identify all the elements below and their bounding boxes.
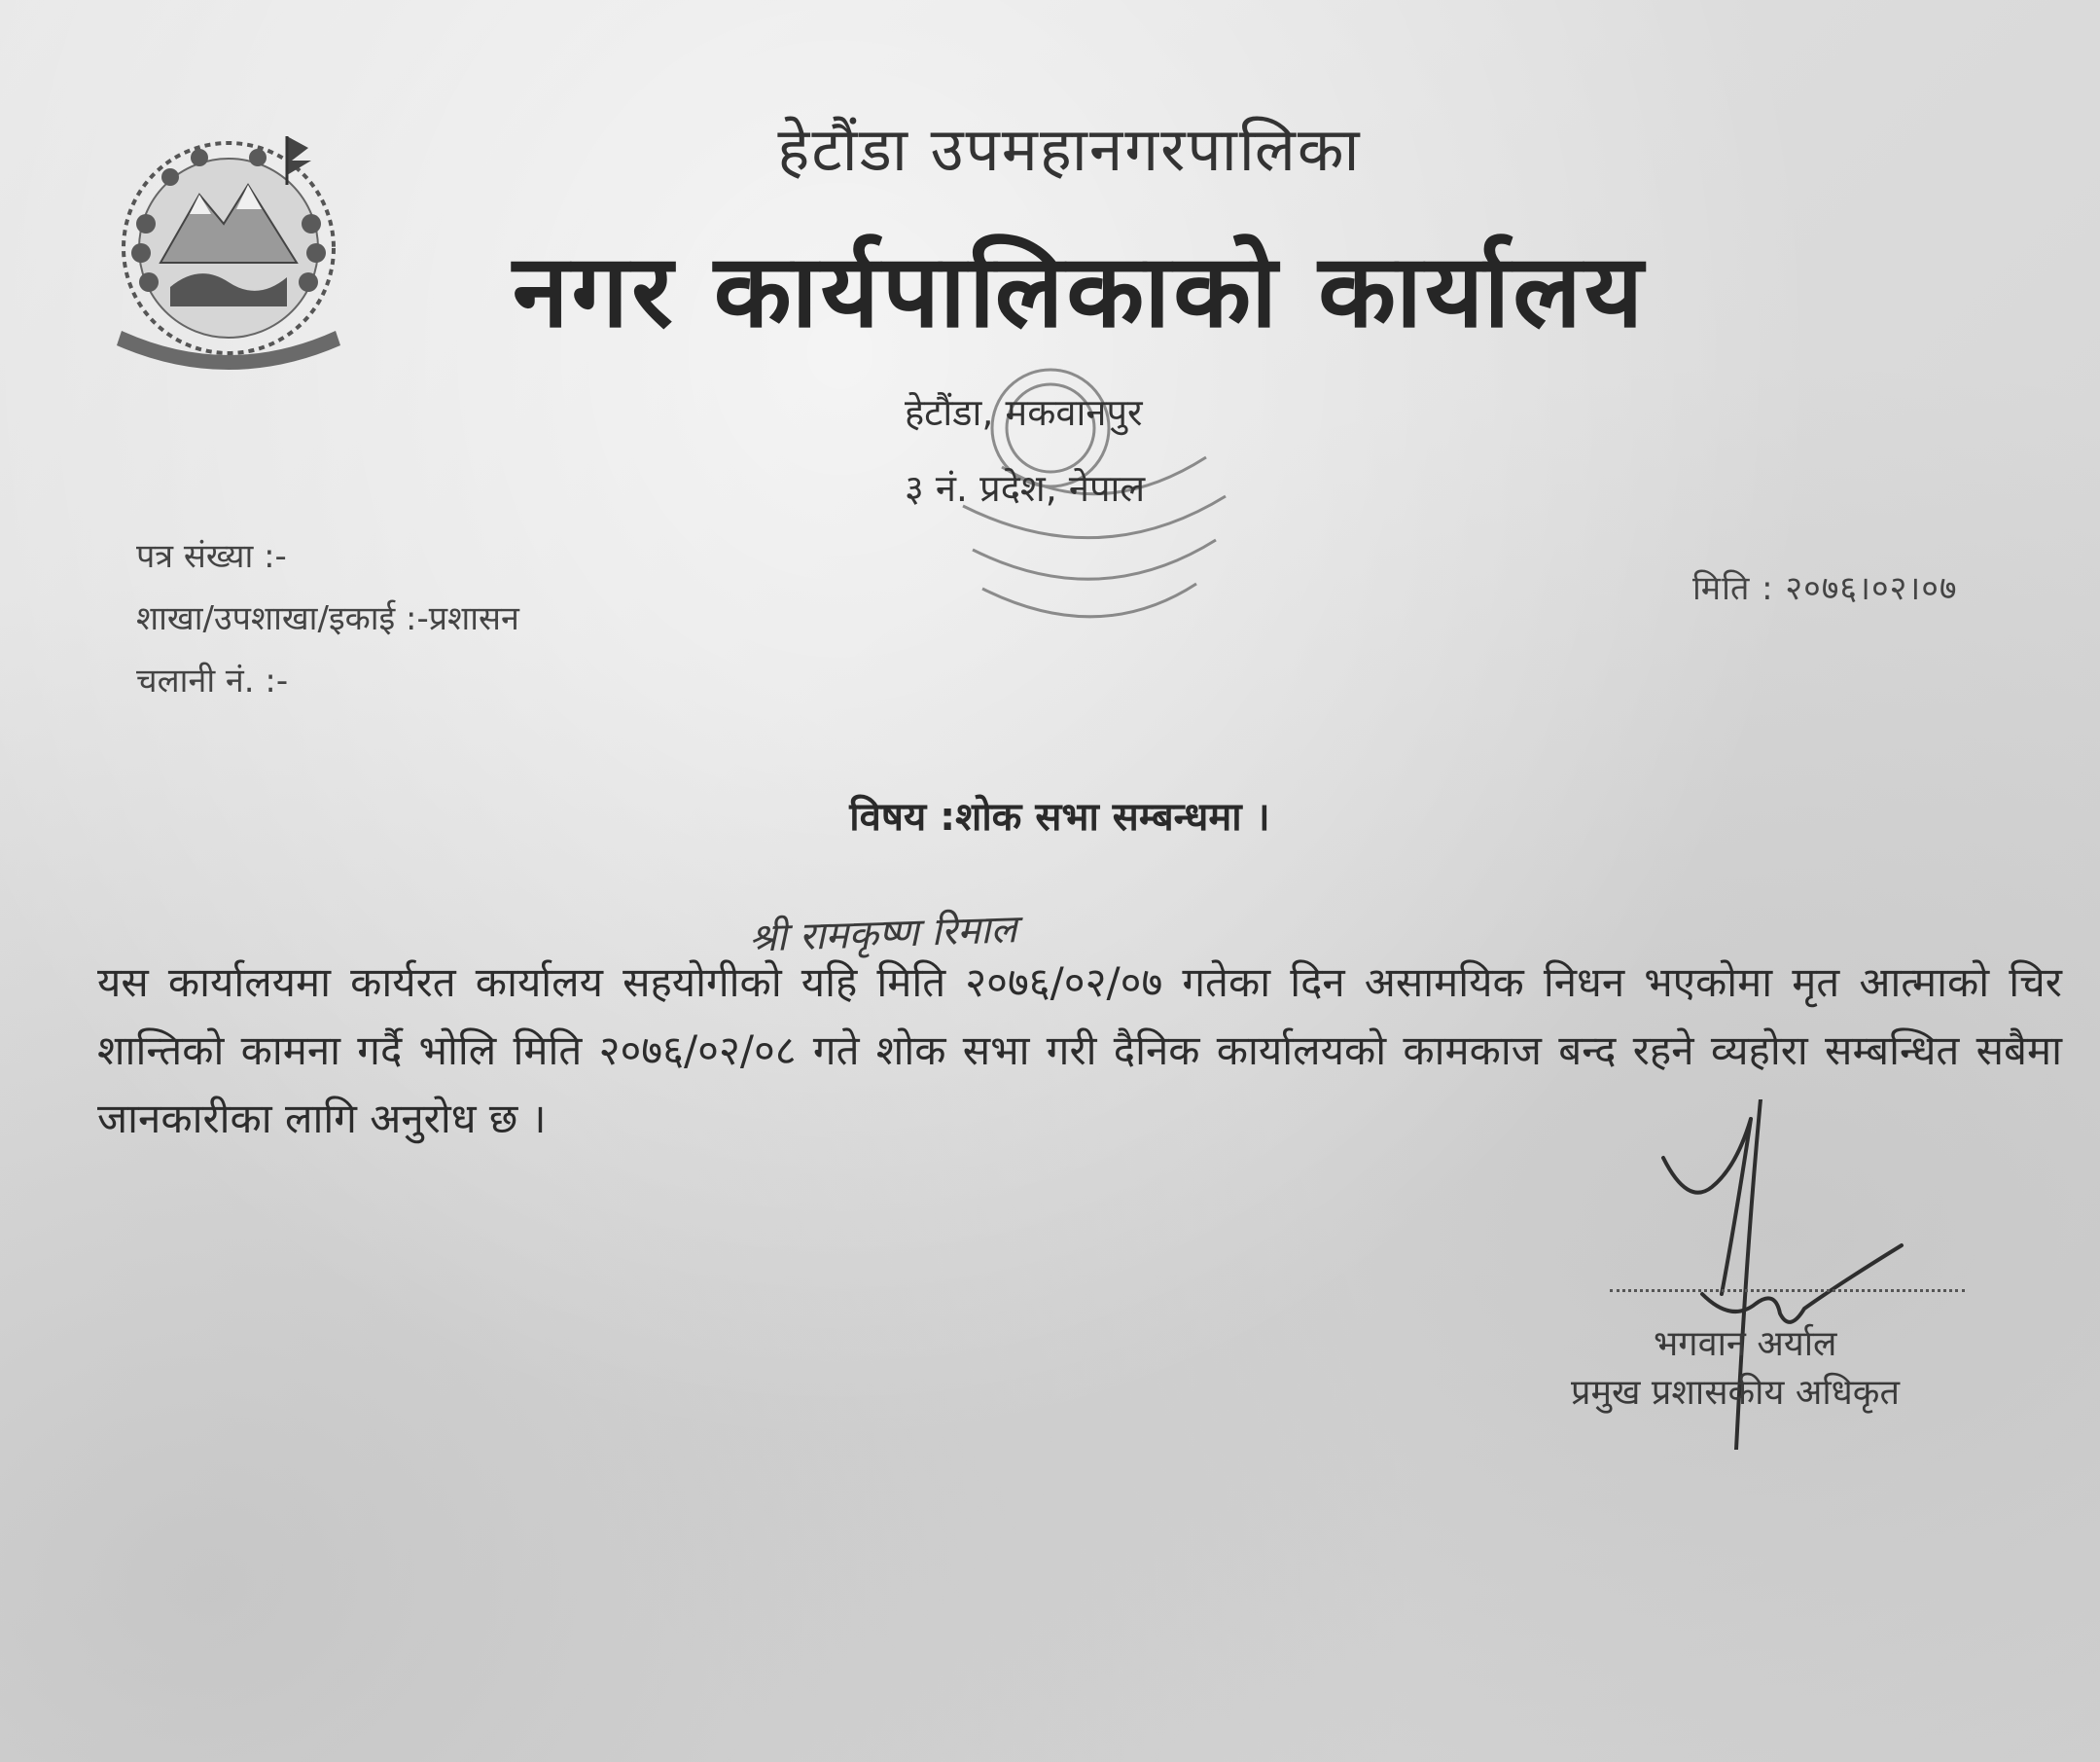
letter-meta: [136, 525, 519, 712]
office-title: नगर कार्यपालिकाको कार्यालय: [512, 232, 1647, 350]
letterhead-address: [905, 375, 1145, 526]
municipality-name: हेटौंडा उपमहानगरपालिका: [777, 114, 1362, 185]
handwritten-name: श्री रामकृष्ण रिमाल: [748, 907, 1018, 961]
letter-body: यस कार्यालयमा कार्यरत कार्यालय सहयोगीको यहि मिति २०७६/०२/०७ गतेका दिन असामयिक निधन भएकोमा मृत आत्माको चिर शान्तिको कामना गर्दै भोलि मिति २०७६/०२/०८ गते शोक सभा गरी दैनिक कार्यालयको कामकाज बन्द रहने व्यहोरा सम्बन्धित सबैमा जानकारीका लागि अनुरोध छ ।: [97, 958, 2062, 1142]
signature-line: [1610, 1289, 1965, 1292]
letter-subject: विषय :शोक सभा सम्बन्धमा ।: [849, 795, 1270, 840]
letter-date: मिति : २०७६।०२।०७: [1692, 569, 1958, 608]
address-line-2: ३ नं. प्रदेश, नेपाल: [905, 467, 1146, 510]
signatory-title: प्रमुख प्रशासकीय अधिकृत: [1571, 1373, 1900, 1413]
dispatch-number: चलानी नं. :-: [136, 662, 289, 701]
letter-number: पत्र संख्या :-: [136, 537, 287, 576]
address-line-1: हेटौंडा, मकवानपुर: [905, 391, 1143, 434]
branch-label: शाखा/उपशाखा/इकाई :-प्रशासन: [136, 599, 519, 638]
signatory-name: भगवान अर्याल: [1654, 1324, 1837, 1364]
